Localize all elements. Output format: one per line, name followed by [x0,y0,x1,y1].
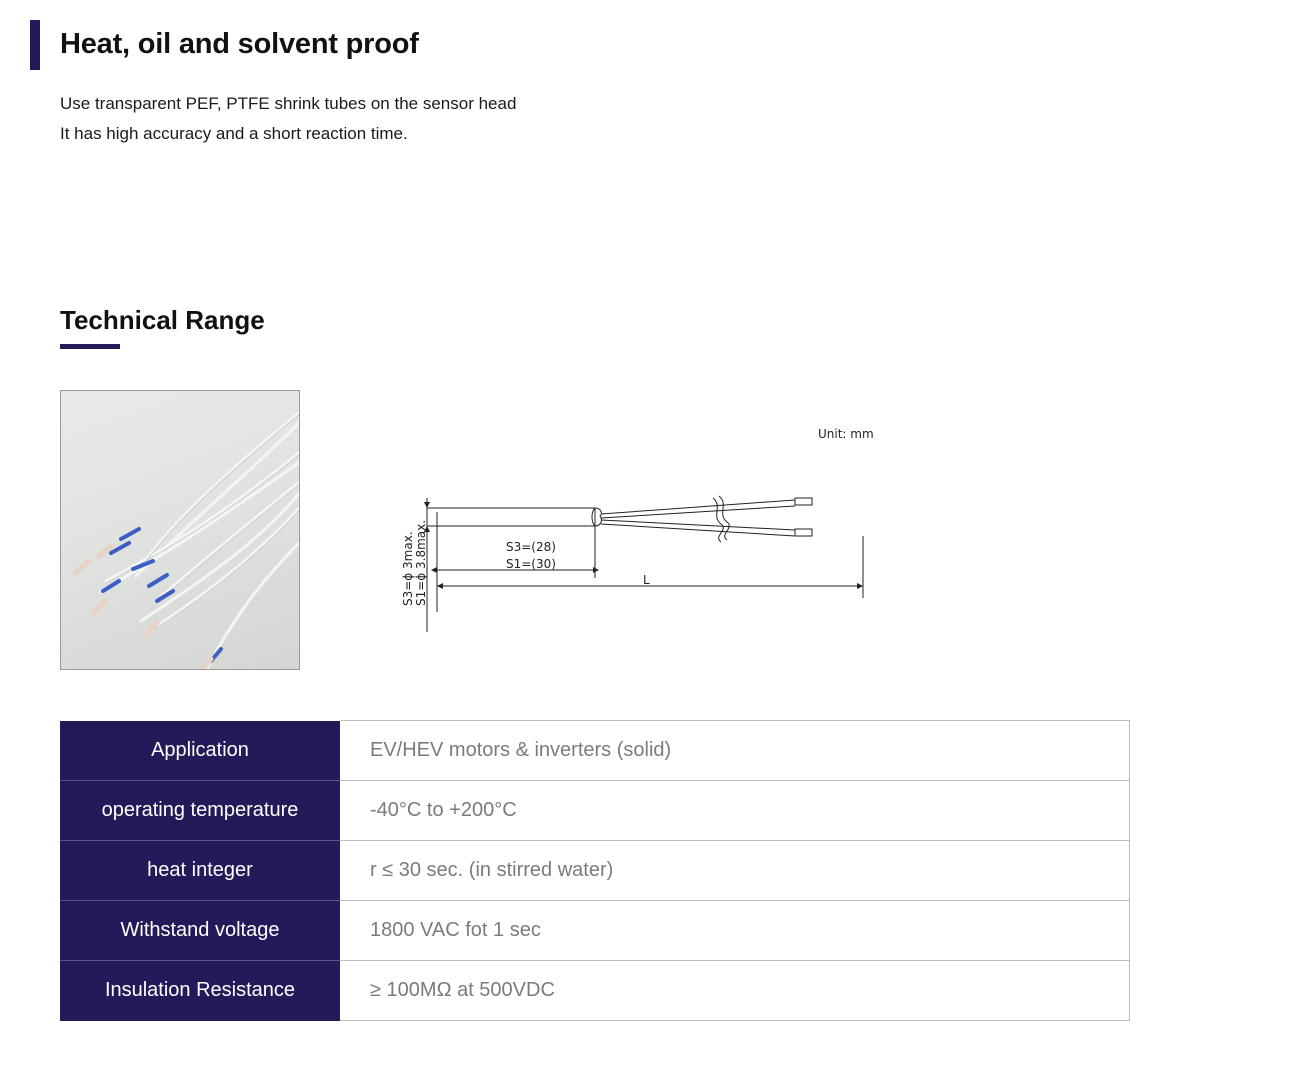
table-row [60,961,1130,1021]
spec-label: operating temperature [60,781,340,841]
intro-line: Use transparent PEF, PTFE shrink tubes on the sensor head [60,94,517,113]
title-accent-bar [30,20,40,70]
table-row [60,721,1130,781]
section-underline [60,344,120,349]
spec-value: EV/HEV motors & inverters (solid) [340,721,1130,781]
intro-line: It has high accuracy and a short reaction time. [60,124,408,143]
s3-diameter-label: S3=ϕ 3max. [401,531,415,606]
spec-label: Application [60,721,340,781]
spec-label: Withstand voltage [60,901,340,961]
spec-table [60,720,1130,1021]
dimension-drawing [395,420,875,640]
s1-diameter-label: S1=ϕ 3.8max. [414,519,428,606]
spec-value: 1800 VAC fot 1 sec [340,901,1130,961]
spec-value: -40°C to +200°C [340,781,1130,841]
length-label: L [643,573,650,587]
table-row [60,841,1130,901]
page-title: Heat, oil and solvent proof [60,28,419,60]
s1-length-label: S1=(30) [506,557,556,571]
intro-text [60,89,516,149]
section-title: Technical Range [60,305,265,335]
spec-value: r ≤ 30 sec. (in stirred water) [340,841,1130,901]
s3-length-label: S3=(28) [506,540,556,554]
spec-label: heat integer [60,841,340,901]
spec-value: ≥ 100MΩ at 500VDC [340,961,1130,1021]
table-row [60,781,1130,841]
table-row [60,901,1130,961]
sensor-photo [60,390,300,670]
spec-label: Insulation Resistance [60,961,340,1021]
unit-label: Unit: mm [818,427,874,441]
